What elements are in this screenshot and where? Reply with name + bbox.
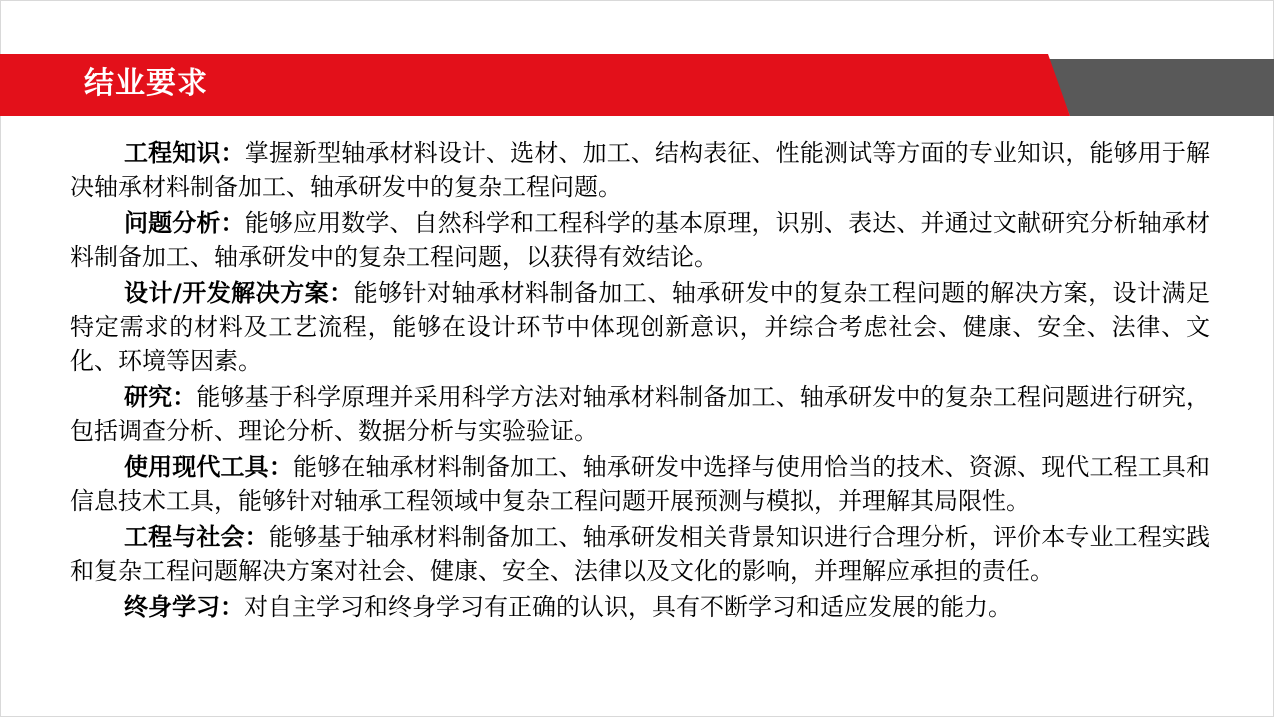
requirement-research [70,380,1210,448]
requirement-term: 工程知识： [124,139,245,167]
requirement-engineering-knowledge [70,136,1210,204]
requirement-engineering-society [70,520,1210,588]
requirement-term: 研究： [124,383,197,411]
requirement-text: 能够基于科学原理并采用科学方法对轴承材料制备加工、轴承研发中的复杂工程问题进行研究，包括调查分析、理论分析、数据分析与实验验证。 [70,383,1211,445]
requirement-term: 设计/开发解决方案： [124,279,354,307]
requirement-lifelong-learning [70,590,1210,624]
requirement-design-solutions [70,276,1210,378]
requirement-term: 终身学习： [124,593,244,621]
title-banner [0,54,1274,116]
requirement-text: 能够针对轴承材料制备加工、轴承研发中的复杂工程问题的解决方案，设计满足特定需求的材料及工艺流程，能够在设计环节中体现创新意识，并综合考虑社会、健康、安全、法律、文化、环境等因素。 [70,279,1210,375]
requirement-problem-analysis [70,206,1210,274]
requirements-list [70,136,1210,626]
requirement-text: 能够应用数学、自然科学和工程科学的基本原理，识别、表达、并通过文献研究分析轴承材料制备加工、轴承研发中的复杂工程问题，以获得有效结论。 [70,209,1211,271]
requirement-text: 能够在轴承材料制备加工、轴承研发中选择与使用恰当的技术、资源、现代工程工具和信息技术工具，能够针对轴承工程领域中复杂工程问题开展预测与模拟，并理解其局限性。 [70,453,1211,515]
requirement-modern-tools [70,450,1210,518]
requirement-term: 工程与社会： [124,523,269,551]
requirement-text: 掌握新型轴承材料设计、选材、加工、结构表征、性能测试等方面的专业知识，能够用于解决轴承材料制备加工、轴承研发中的复杂工程问题。 [70,139,1211,201]
requirement-text: 能够基于轴承材料制备加工、轴承研发相关背景知识进行合理分析，评价本专业工程实践和复杂工程问题解决方案对社会、健康、安全、法律以及文化的影响，并理解应承担的责任。 [70,523,1211,585]
requirement-term: 问题分析： [124,209,245,237]
banner-gray-band [1048,59,1274,116]
page-title: 结业要求 [84,66,208,101]
requirement-text: 对自主学习和终身学习有正确的认识，具有不断学习和适应发展的能力。 [244,593,1012,621]
requirement-term: 使用现代工具： [124,453,293,481]
